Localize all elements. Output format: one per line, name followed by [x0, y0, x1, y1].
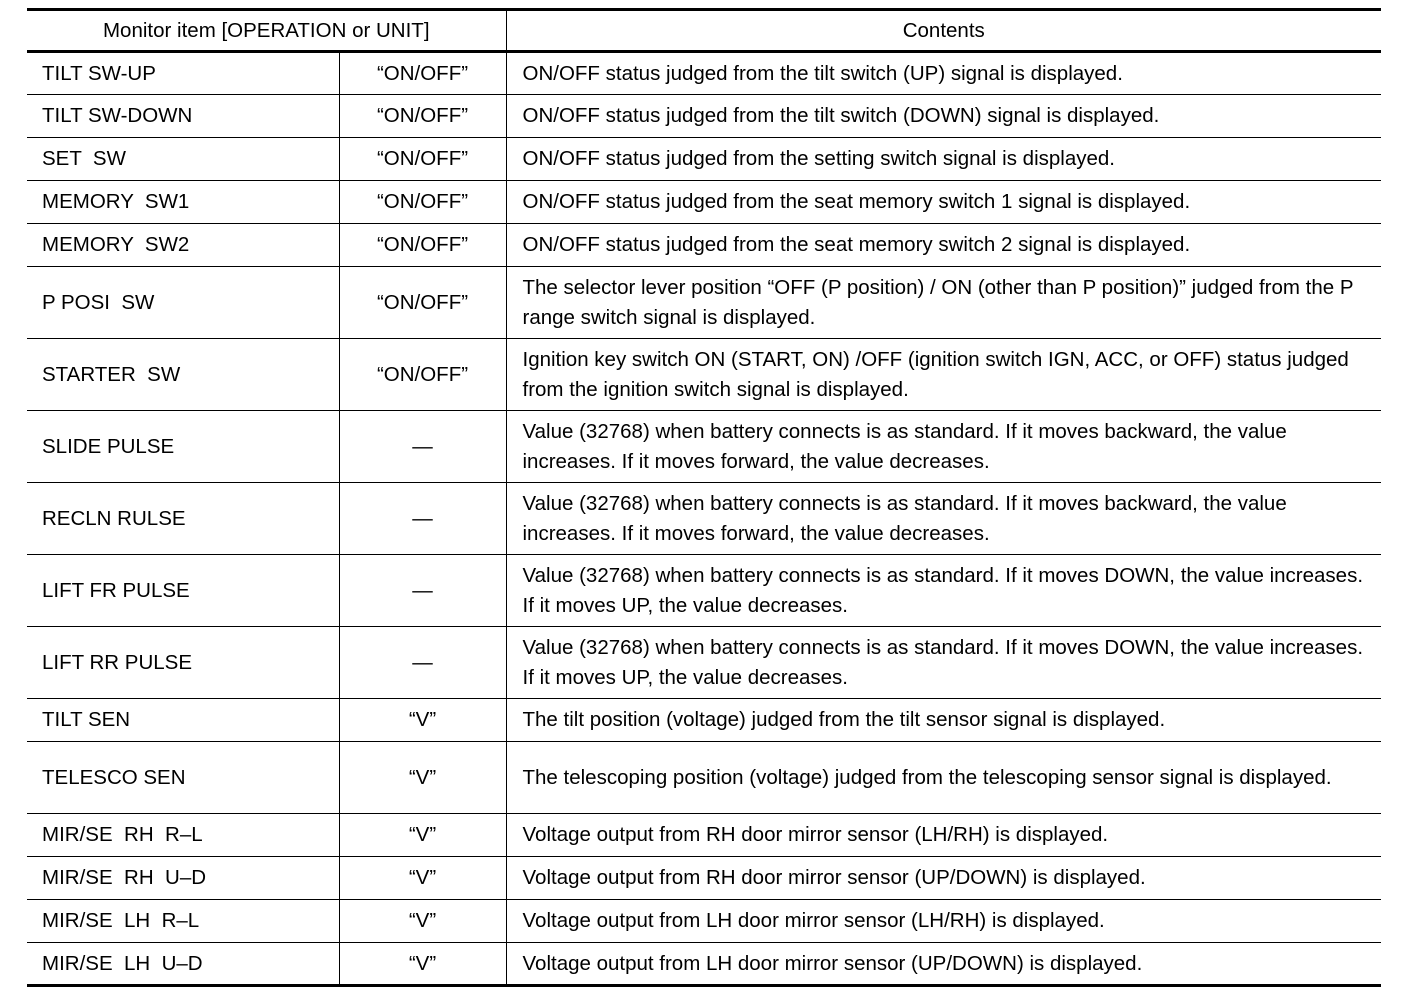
- monitor-item-cell: TILT SW-DOWN: [27, 95, 339, 138]
- contents-cell: Voltage output from LH door mirror sensor (LH/RH) is displayed.: [506, 900, 1381, 943]
- monitor-item-cell: MEMORY SW1: [27, 181, 339, 224]
- contents-cell: Voltage output from RH door mirror sensor (LH/RH) is displayed.: [506, 814, 1381, 857]
- unit-cell: “ON/OFF”: [339, 181, 506, 224]
- monitor-item-cell: MEMORY SW2: [27, 224, 339, 267]
- monitor-item-cell: LIFT RR PULSE: [27, 627, 339, 699]
- contents-cell: Ignition key switch ON (START, ON) /OFF (ignition switch IGN, ACC, or OFF) status judged from the ignition switch signal is displayed.: [506, 339, 1381, 411]
- table-row: [27, 555, 1381, 627]
- contents-cell: Voltage output from LH door mirror sensor (UP/DOWN) is displayed.: [506, 943, 1381, 986]
- unit-cell: “V”: [339, 814, 506, 857]
- monitor-item-cell: SLIDE PULSE: [27, 411, 339, 483]
- monitor-item-cell: MIR/SE RH R–L: [27, 814, 339, 857]
- table-row: [27, 857, 1381, 900]
- contents-cell: ON/OFF status judged from the tilt switch (DOWN) signal is displayed.: [506, 95, 1381, 138]
- contents-cell: Voltage output from RH door mirror sensor (UP/DOWN) is displayed.: [506, 857, 1381, 900]
- unit-cell: —: [339, 483, 506, 555]
- unit-cell: —: [339, 411, 506, 483]
- unit-cell: “ON/OFF”: [339, 52, 506, 95]
- unit-cell: “V”: [339, 943, 506, 986]
- monitor-item-cell: TELESCO SEN: [27, 742, 339, 814]
- unit-cell: “ON/OFF”: [339, 224, 506, 267]
- unit-cell: “V”: [339, 900, 506, 943]
- table-row: [27, 52, 1381, 95]
- table-row: [27, 138, 1381, 181]
- unit-cell: “ON/OFF”: [339, 95, 506, 138]
- table-row: [27, 814, 1381, 857]
- unit-cell: —: [339, 627, 506, 699]
- table-row: [27, 411, 1381, 483]
- monitor-item-cell: TILT SEN: [27, 699, 339, 742]
- unit-cell: “V”: [339, 742, 506, 814]
- table-row: [27, 900, 1381, 943]
- contents-cell: The telescoping position (voltage) judged from the telescoping sensor signal is displayed.: [506, 742, 1381, 814]
- contents-cell: ON/OFF status judged from the seat memory switch 2 signal is displayed.: [506, 224, 1381, 267]
- table-row: [27, 224, 1381, 267]
- contents-cell: Value (32768) when battery connects is as standard. If it moves backward, the value increases. If it moves forward, the value decreases.: [506, 411, 1381, 483]
- table-row: [27, 181, 1381, 224]
- unit-cell: “ON/OFF”: [339, 138, 506, 181]
- table-row: [27, 339, 1381, 411]
- table-row: [27, 95, 1381, 138]
- contents-cell: Value (32768) when battery connects is as standard. If it moves backward, the value increases. If it moves forward, the value decreases.: [506, 483, 1381, 555]
- monitor-item-cell: MIR/SE RH U–D: [27, 857, 339, 900]
- monitor-item-cell: MIR/SE LH U–D: [27, 943, 339, 986]
- monitor-item-cell: RECLN RULSE: [27, 483, 339, 555]
- contents-cell: The tilt position (voltage) judged from the tilt sensor signal is displayed.: [506, 699, 1381, 742]
- monitor-item-cell: MIR/SE LH R–L: [27, 900, 339, 943]
- unit-cell: “ON/OFF”: [339, 339, 506, 411]
- header-monitor-item: Monitor item [OPERATION or UNIT]: [27, 10, 506, 52]
- table-row: [27, 699, 1381, 742]
- table-row: [27, 267, 1381, 339]
- unit-cell: —: [339, 555, 506, 627]
- table-row: [27, 742, 1381, 814]
- contents-cell: ON/OFF status judged from the seat memory switch 1 signal is displayed.: [506, 181, 1381, 224]
- monitor-item-cell: STARTER SW: [27, 339, 339, 411]
- contents-cell: The selector lever position “OFF (P position) / ON (other than P position)” judged from the P range switch signal is displayed.: [506, 267, 1381, 339]
- header-contents: Contents: [506, 10, 1381, 52]
- table-row: [27, 627, 1381, 699]
- monitor-item-cell: SET SW: [27, 138, 339, 181]
- monitor-item-cell: LIFT FR PULSE: [27, 555, 339, 627]
- contents-cell: ON/OFF status judged from the tilt switch (UP) signal is displayed.: [506, 52, 1381, 95]
- monitor-item-cell: P POSI SW: [27, 267, 339, 339]
- table-body: [27, 52, 1381, 986]
- unit-cell: “ON/OFF”: [339, 267, 506, 339]
- monitor-item-cell: TILT SW-UP: [27, 52, 339, 95]
- contents-cell: ON/OFF status judged from the setting switch signal is displayed.: [506, 138, 1381, 181]
- unit-cell: “V”: [339, 699, 506, 742]
- contents-cell: Value (32768) when battery connects is as standard. If it moves DOWN, the value increases. If it moves UP, the value decreases.: [506, 627, 1381, 699]
- monitor-item-table: [27, 8, 1381, 987]
- table-row: [27, 943, 1381, 986]
- table-header-row: [27, 10, 1381, 52]
- contents-cell: Value (32768) when battery connects is as standard. If it moves DOWN, the value increases. If it moves UP, the value decreases.: [506, 555, 1381, 627]
- table-row: [27, 483, 1381, 555]
- unit-cell: “V”: [339, 857, 506, 900]
